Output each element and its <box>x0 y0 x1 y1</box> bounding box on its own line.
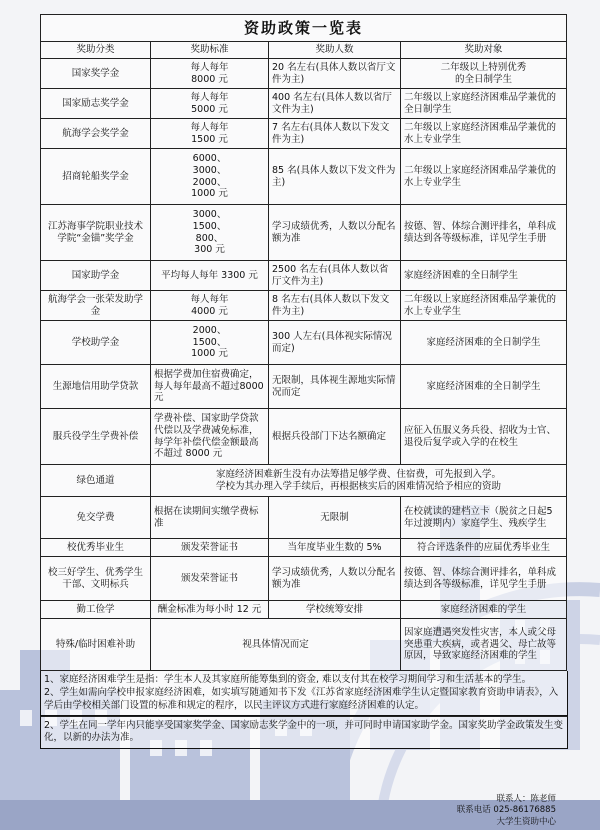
category-cell: 生源地信用助学贷款 <box>41 365 151 409</box>
target-cell: 家庭经济困难的学生 <box>401 601 567 619</box>
column-header: 奖助人数 <box>269 42 401 59</box>
target-cell: 应征入伍服义务兵役、招收为士官、退役后复学或入学的在校生 <box>401 409 567 465</box>
standard-cell: 每人每年 1500 元 <box>151 119 269 149</box>
quota-cell: 无限制 <box>269 497 401 539</box>
quota-cell: 2500 名左右(具体人数以省厅文件为主) <box>269 261 401 291</box>
standard-cell: 3000、 1500、 800、 300 元 <box>151 205 269 261</box>
table-row <box>41 205 567 261</box>
standard-cell: 颁发荣誉证书 <box>151 557 269 601</box>
table-row-green-channel <box>41 465 567 497</box>
funding-policy-sheet <box>40 14 566 749</box>
quota-cell: 当年度毕业生数的 5% <box>269 539 401 557</box>
table-header-row <box>41 42 567 59</box>
target-cell: 因家庭遭遇突发性灾害，本人或父母突患重大疾病，或者遇父、母亡故等原因，导致家庭经济困难的学生 <box>401 619 567 671</box>
notes-block-2 <box>40 716 568 749</box>
target-cell: 家庭经济困难的全日制学生 <box>401 321 567 365</box>
contact-info <box>457 794 556 828</box>
target-cell: 按德、智、体综合测评排名，单科成绩达到各等级标准，详见学生手册 <box>401 205 567 261</box>
note-item: 2、学生如需向学校申报家庭经济困难，如实填写随通知书下发《江苏省家庭经济困难学生认定暨国家教育资助申请表》，入学后由学校相关部门设置的标准和规定的程序，以民主评议方式进行家庭经济困难的认定。 <box>44 687 559 711</box>
category-cell: 航海学会一张荣发助学金 <box>41 291 151 321</box>
target-cell: 家庭经济困难的全日制学生 <box>401 261 567 291</box>
quota-cell: 7 名左右(具体人数以下发文件为主) <box>269 119 401 149</box>
target-cell: 二年级以上家庭经济困难品学兼优的水上专业学生 <box>401 149 567 205</box>
column-header: 奖助标准 <box>151 42 269 59</box>
standard-cell: 每人每年 5000 元 <box>151 89 269 119</box>
quota-cell: 300 人左右(具体视实际情况而定) <box>269 321 401 365</box>
table-row <box>41 119 567 149</box>
table-row <box>41 539 567 557</box>
category-cell: 招商轮船奖学金 <box>41 149 151 205</box>
quota-cell: 学习成绩优秀，人数以分配名额为准 <box>269 557 401 601</box>
page-title: 资助政策一览表 <box>41 15 567 42</box>
table-row <box>41 89 567 119</box>
category-cell: 学校助学金 <box>41 321 151 365</box>
category-cell: 勤工俭学 <box>41 601 151 619</box>
standard-cell: 根据在读期间实缴学费标准 <box>151 497 269 539</box>
table-row <box>41 321 567 365</box>
table-row <box>41 59 567 89</box>
table-row <box>41 601 567 619</box>
quota-cell: 无限制，具体视生源地实际情况而定 <box>269 365 401 409</box>
category-cell: 航海学会奖学金 <box>41 119 151 149</box>
contact-org: 大学生资助中心 <box>496 816 556 827</box>
quota-cell: 400 名左右(具体人数以省厅文件为主) <box>269 89 401 119</box>
standard-cell: 根据学费加住宿费确定，每人每年最高不超过8000 元 <box>151 365 269 409</box>
category-cell: 江苏海事学院职业技术学院“金锚”奖学金 <box>41 205 151 261</box>
contact-person: 联系人：陈老师 <box>496 794 556 804</box>
category-cell: 国家奖学金 <box>41 59 151 89</box>
note-item: 1、家庭经济困难学生是指：学生本人及其家庭所能筹集到的资金, 难以支付其在校学习期间学习和生活基本的学生。 <box>44 674 532 685</box>
standard-cell: 平均每人每年 3300 元 <box>151 261 269 291</box>
table-row <box>41 261 567 291</box>
standard-cell: 2000、 1500、 1000 元 <box>151 321 269 365</box>
target-cell: 按德、智、体综合测评排名，单科成绩达到各等级标准，详见学生手册 <box>401 557 567 601</box>
category-cell: 国家助学金 <box>41 261 151 291</box>
target-cell: 二年级以上家庭经济困难品学兼优的水上专业学生 <box>401 291 567 321</box>
quota-cell: 85 名(具体人数以下发文件为主) <box>269 149 401 205</box>
target-cell: 在校就读的建档立卡（脱贫之日起5 年过渡期内）家庭学生、残疾学生 <box>401 497 567 539</box>
category-cell: 校优秀毕业生 <box>41 539 151 557</box>
table-row <box>41 557 567 601</box>
target-cell: 二年级以上特别优秀 的全日制学生 <box>401 59 567 89</box>
category-cell: 服兵役学生学费补偿 <box>41 409 151 465</box>
quota-cell: 学校统筹安排 <box>269 601 401 619</box>
notes-block <box>40 671 568 716</box>
quota-cell: 8 名左右(具体人数以下发文件为主) <box>269 291 401 321</box>
special-span-text: 视具体情况而定 <box>151 619 401 671</box>
table-row-special <box>41 619 567 671</box>
target-cell: 符合评选条件的应届优秀毕业生 <box>401 539 567 557</box>
target-cell: 二年级以上家庭经济困难品学兼优的全日制学生 <box>401 89 567 119</box>
category-cell: 国家励志奖学金 <box>41 89 151 119</box>
table-row <box>41 409 567 465</box>
standard-cell: 颁发荣誉证书 <box>151 539 269 557</box>
quota-cell: 根据兵役部门下达名额确定 <box>269 409 401 465</box>
standard-cell: 6000、 3000、 2000、 1000 元 <box>151 149 269 205</box>
category-cell: 免交学费 <box>41 497 151 539</box>
column-header: 奖助分类 <box>41 42 151 59</box>
funding-policy-table <box>40 14 567 671</box>
standard-cell: 每人每年 8000 元 <box>151 59 269 89</box>
green-channel-text: 家庭经济困难新生没有办法筹措足够学费、住宿费，可先报到入学。 学校为其办理入学手续后，再根据核实后的困难情况给予相应的资助 <box>151 465 567 497</box>
category-cell: 校三好学生、优秀学生干部、文明标兵 <box>41 557 151 601</box>
contact-phone: 联系电话 025-86176885 <box>456 805 556 816</box>
table-row <box>41 497 567 539</box>
category-cell: 特殊/临时困难补助 <box>41 619 151 671</box>
quota-cell: 学习成绩优秀，人数以分配名额为准 <box>269 205 401 261</box>
table-row <box>41 291 567 321</box>
standard-cell: 学费补偿、国家助学贷款代偿以及学费减免标准，每学年补偿代偿金额最高不超过 8000 元 <box>151 409 269 465</box>
standard-cell: 每人每年 4000 元 <box>151 291 269 321</box>
column-header: 奖助对象 <box>401 42 567 59</box>
note-item: 2、学生在同一学年内只能享受国家奖学金、国家励志奖学金中的一项，并可同时申请国家助学金。国家奖助学金政策发生变化，以新的办法为准。 <box>44 720 564 744</box>
standard-cell: 酬金标准为每小时 12 元 <box>151 601 269 619</box>
category-cell: 绿色通道 <box>41 465 151 497</box>
table-row <box>41 149 567 205</box>
target-cell: 家庭经济困难的全日制学生 <box>401 365 567 409</box>
target-cell: 二年级以上家庭经济困难品学兼优的水上专业学生 <box>401 119 567 149</box>
quota-cell: 20 名左右(具体人数以省厅文件为主) <box>269 59 401 89</box>
table-row <box>41 365 567 409</box>
